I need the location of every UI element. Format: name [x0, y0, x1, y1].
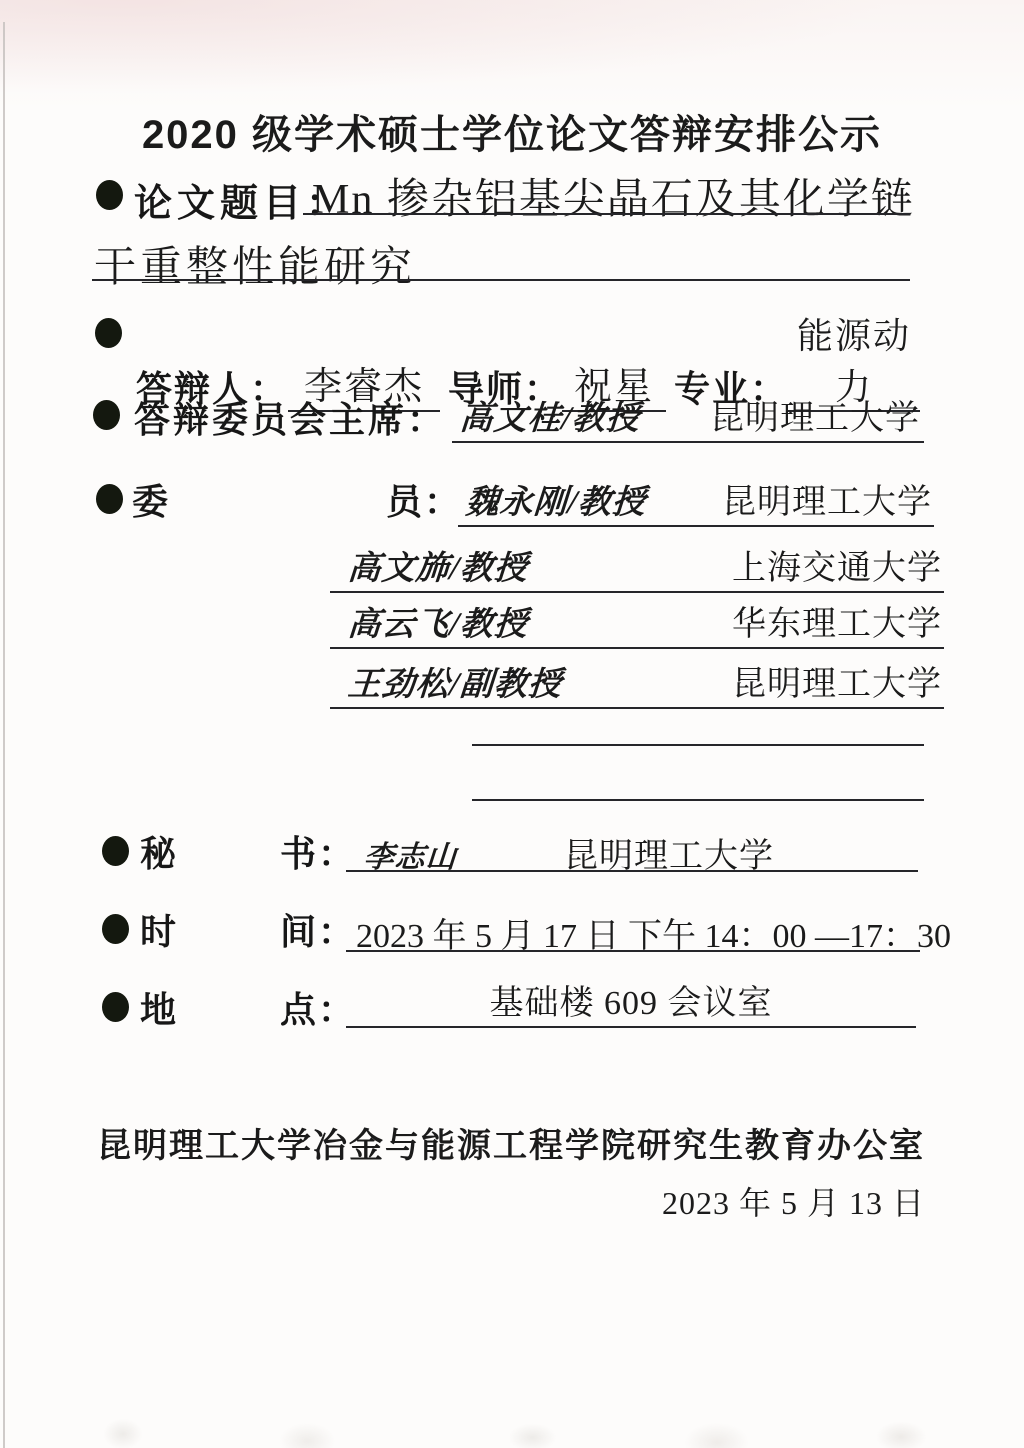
committee-member-university: 上海交通大学: [732, 550, 942, 587]
committee-member-row: [330, 596, 944, 649]
bullet-icon: [93, 400, 120, 430]
time-label-char: 时: [140, 911, 177, 952]
location-entry: [346, 982, 916, 1028]
chair-label: 答辩委员会主席：: [134, 399, 447, 440]
bullet-icon: [96, 484, 123, 514]
major-label: 专业：: [674, 368, 789, 409]
committee-member-university: 华东理工大学: [732, 606, 942, 643]
chair-entry: [452, 390, 924, 443]
advisor-label: 导师：: [448, 368, 563, 409]
location-value: 基础楼 609 会议室: [489, 985, 773, 1022]
bullet-icon: [96, 180, 123, 210]
defender-label: 答辩人：: [136, 368, 289, 409]
empty-member-line: [472, 744, 924, 746]
defender-name: 李睿杰: [288, 355, 440, 412]
committee-member-row: [330, 656, 944, 709]
location-label-suffix: 点：: [280, 989, 357, 1030]
bullet-icon: [102, 836, 129, 866]
committee-member-row: [330, 540, 944, 593]
committee-member-row: [458, 474, 934, 527]
empty-member-line: [472, 799, 924, 801]
committee-member-university: 昆明理工大学: [732, 666, 942, 703]
secretary-university: 昆明理工大学: [564, 838, 774, 875]
committee-member-name: 魏永刚/教授: [464, 485, 648, 521]
footer-office: 昆明理工大学冶金与能源工程学院研究生教育办公室: [97, 1128, 925, 1165]
time-value: 2023 年 5 月 17 日 下午 14：00 —17：30: [356, 918, 951, 955]
secretary-label-char: 秘: [140, 833, 177, 874]
thesis-title-line2: 干重整性能研究: [94, 245, 417, 291]
location-label-char: 地: [140, 989, 177, 1030]
secretary-entry: [346, 826, 918, 875]
committee-member-name: 高文斾/教授: [346, 551, 530, 587]
time-label-suffix: 间：: [280, 911, 357, 952]
scan-bottom-noise: [0, 1378, 1024, 1448]
underline-thesis-line2: [92, 279, 910, 281]
committee-label-char: 委: [132, 481, 169, 522]
committee-member-university: 昆明理工大学: [722, 484, 932, 521]
thesis-title-line1: Mn 掺杂铝基尖晶石及其化学链: [312, 177, 915, 223]
advisor-name: 祝星: [562, 355, 666, 412]
bullet-icon: [102, 992, 129, 1022]
bullet-icon: [95, 318, 122, 348]
page-title: 2020 级学术硕士学位论文答辩安排公示: [141, 113, 883, 157]
underline-thesis-line1: [303, 213, 910, 215]
time-entry: [346, 904, 951, 955]
committee-label-suffix: 员：: [386, 481, 463, 522]
footer-date: 2023 年 5 月 13 日: [661, 1185, 925, 1221]
scan-top-tint: [0, 0, 1024, 110]
chair-university: 昆明理工大学: [710, 400, 920, 437]
secretary-name: 李志山: [362, 841, 458, 874]
major-name: 能源动力: [788, 308, 920, 412]
chair-row: [134, 390, 924, 443]
committee-member-name: 高云飞/教授: [346, 607, 530, 643]
secretary-label-suffix: 书：: [280, 833, 357, 874]
chair-name: 高文桂/教授: [458, 401, 642, 437]
thesis-title-label: 论文题目：: [134, 183, 350, 225]
bullet-icon: [102, 914, 129, 944]
scan-left-edge-line: [3, 22, 5, 1448]
committee-member-name: 王劲松/副教授: [346, 667, 564, 703]
